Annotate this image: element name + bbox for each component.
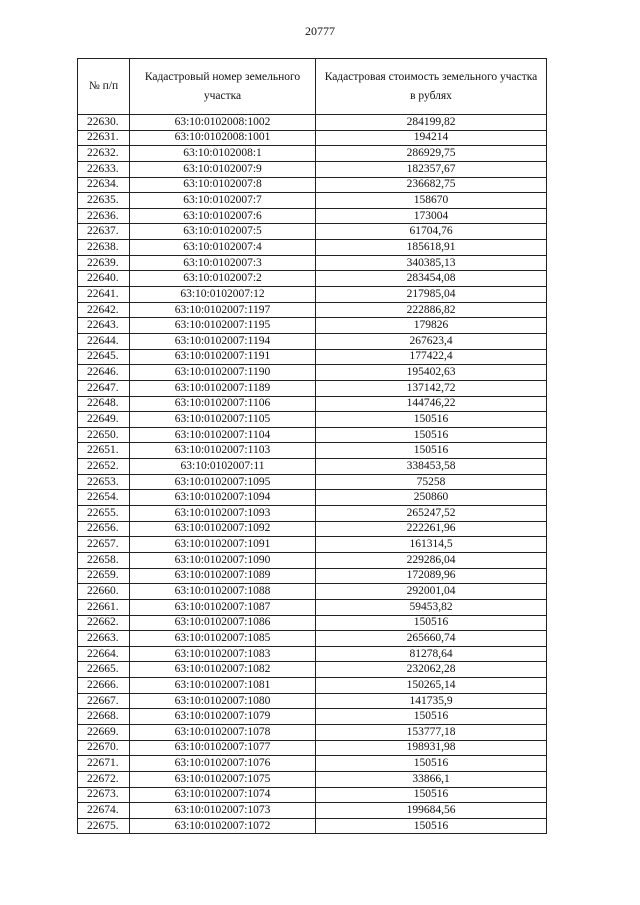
row-number-cell: 22636.: [78, 208, 130, 224]
cadastral-value-cell: 150516: [316, 756, 547, 772]
cadastral-value-cell: 150516: [316, 615, 547, 631]
row-number-cell: 22643.: [78, 318, 130, 334]
table-row: [78, 771, 547, 787]
cadastral-value-cell: 182357,67: [316, 161, 547, 177]
table-row: [78, 646, 547, 662]
table-row: [78, 412, 547, 428]
table-row: [78, 193, 547, 209]
cadastral-value-cell: 338453,58: [316, 459, 547, 475]
row-number-cell: 22664.: [78, 646, 130, 662]
cadastral-number-cell: 63:10:0102007:1081: [130, 678, 316, 694]
row-number-cell: 22657.: [78, 537, 130, 553]
cadastral-value-cell: 292001,04: [316, 584, 547, 600]
row-number-cell: 22640.: [78, 271, 130, 287]
cadastral-value-cell: 179826: [316, 318, 547, 334]
cadastral-number-cell: 63:10:0102007:1091: [130, 537, 316, 553]
row-number-cell: 22648.: [78, 396, 130, 412]
cadastral-value-cell: 236682,75: [316, 177, 547, 193]
row-number-cell: 22635.: [78, 193, 130, 209]
cadastral-value-cell: 150516: [316, 443, 547, 459]
row-number-cell: 22674.: [78, 803, 130, 819]
cadastral-value-cell: 217985,04: [316, 287, 547, 303]
cadastral-number-cell: 63:10:0102007:1072: [130, 818, 316, 834]
cadastral-value-cell: 283454,08: [316, 271, 547, 287]
table-row: [78, 443, 547, 459]
cadastral-number-cell: 63:10:0102008:1002: [130, 115, 316, 131]
cadastral-value-cell: 284199,82: [316, 115, 547, 131]
cadastral-number-cell: 63:10:0102007:1195: [130, 318, 316, 334]
cadastral-value-cell: 144746,22: [316, 396, 547, 412]
row-number-cell: 22634.: [78, 177, 130, 193]
table-row: [78, 146, 547, 162]
cadastral-number-cell: 63:10:0102007:1095: [130, 474, 316, 490]
table-row: [78, 537, 547, 553]
cadastral-number-cell: 63:10:0102007:9: [130, 161, 316, 177]
cadastral-value-cell: 194214: [316, 130, 547, 146]
table-row: [78, 490, 547, 506]
cadastral-number-cell: 63:10:0102007:1083: [130, 646, 316, 662]
row-number-cell: 22642.: [78, 302, 130, 318]
row-number-cell: 22668.: [78, 709, 130, 725]
cadastral-value-cell: 198931,98: [316, 740, 547, 756]
cadastral-number-cell: 63:10:0102007:7: [130, 193, 316, 209]
table-row: [78, 287, 547, 303]
row-number-cell: 22647.: [78, 380, 130, 396]
cadastral-number-cell: 63:10:0102007:1078: [130, 724, 316, 740]
row-number-cell: 22631.: [78, 130, 130, 146]
row-number-cell: 22653.: [78, 474, 130, 490]
cadastral-number-cell: 63:10:0102007:1189: [130, 380, 316, 396]
table-row: [78, 506, 547, 522]
cadastral-value-cell: 153777,18: [316, 724, 547, 740]
table-row: [78, 521, 547, 537]
table-row: [78, 333, 547, 349]
row-number-cell: 22667.: [78, 693, 130, 709]
table-row: [78, 740, 547, 756]
cadastral-number-cell: 63:10:0102007:3: [130, 255, 316, 271]
table-row: [78, 427, 547, 443]
cadastral-value-cell: 172089,96: [316, 568, 547, 584]
row-number-cell: 22663.: [78, 631, 130, 647]
cadastral-value-cell: 150516: [316, 412, 547, 428]
cadastral-value-cell: 75258: [316, 474, 547, 490]
header-row: [78, 59, 547, 115]
row-number-cell: 22649.: [78, 412, 130, 428]
cadastral-value-cell: 286929,75: [316, 146, 547, 162]
table-row: [78, 365, 547, 381]
row-number-cell: 22660.: [78, 584, 130, 600]
cadastral-number-cell: 63:10:0102007:12: [130, 287, 316, 303]
cadastral-value-cell: 150516: [316, 709, 547, 725]
cadastral-number-cell: 63:10:0102007:1194: [130, 333, 316, 349]
row-number-cell: 22673.: [78, 787, 130, 803]
row-number-cell: 22644.: [78, 333, 130, 349]
table-row: [78, 693, 547, 709]
cadastral-value-cell: 232062,28: [316, 662, 547, 678]
table-row: [78, 615, 547, 631]
cadastral-number-cell: 63:10:0102007:1090: [130, 552, 316, 568]
cadastral-value-cell: 222261,96: [316, 521, 547, 537]
table-row: [78, 224, 547, 240]
table-row: [78, 474, 547, 490]
cadastral-value-cell: 59453,82: [316, 599, 547, 615]
row-number-cell: 22670.: [78, 740, 130, 756]
cadastral-number-cell: 63:10:0102007:6: [130, 208, 316, 224]
cadastral-number-cell: 63:10:0102007:1087: [130, 599, 316, 615]
table-row: [78, 818, 547, 834]
row-number-cell: 22633.: [78, 161, 130, 177]
cadastral-number-cell: 63:10:0102007:1106: [130, 396, 316, 412]
table-header: [78, 59, 547, 115]
cadastral-number-cell: 63:10:0102007:1103: [130, 443, 316, 459]
row-number-cell: 22666.: [78, 678, 130, 694]
cadastral-number-cell: 63:10:0102007:5: [130, 224, 316, 240]
cadastral-value-cell: 33866,1: [316, 771, 547, 787]
cadastral-number-cell: 63:10:0102007:1076: [130, 756, 316, 772]
cadastral-value-cell: 340385,13: [316, 255, 547, 271]
cadastral-number-cell: 63:10:0102007:1089: [130, 568, 316, 584]
table-row: [78, 271, 547, 287]
row-number-cell: 22645.: [78, 349, 130, 365]
cadastral-value-cell: 150516: [316, 818, 547, 834]
table-row: [78, 787, 547, 803]
cadastral-number-cell: 63:10:0102007:4: [130, 240, 316, 256]
row-number-cell: 22641.: [78, 287, 130, 303]
cadastral-value-cell: 265247,52: [316, 506, 547, 522]
cadastral-number-cell: 63:10:0102007:1073: [130, 803, 316, 819]
row-number-cell: 22669.: [78, 724, 130, 740]
row-number-cell: 22675.: [78, 818, 130, 834]
cadastral-number-cell: 63:10:0102007:1085: [130, 631, 316, 647]
table-row: [78, 803, 547, 819]
cadastral-value-cell: 229286,04: [316, 552, 547, 568]
row-number-cell: 22650.: [78, 427, 130, 443]
cadastral-number-cell: 63:10:0102007:1077: [130, 740, 316, 756]
cadastral-value-cell: 137142,72: [316, 380, 547, 396]
table-row: [78, 177, 547, 193]
table-row: [78, 396, 547, 412]
cadastral-number-cell: 63:10:0102007:1191: [130, 349, 316, 365]
table-row: [78, 631, 547, 647]
page-number: 20777: [305, 24, 335, 38]
row-number-cell: 22646.: [78, 365, 130, 381]
row-number-cell: 22655.: [78, 506, 130, 522]
cadastral-number-cell: 63:10:0102007:1086: [130, 615, 316, 631]
cadastral-value-cell: 61704,76: [316, 224, 547, 240]
table-row: [78, 115, 547, 131]
cadastral-value-cell: 177422,4: [316, 349, 547, 365]
table-row: [78, 459, 547, 475]
table-body: [78, 115, 547, 834]
table-row: [78, 161, 547, 177]
cadastral-number-cell: 63:10:0102008:1: [130, 146, 316, 162]
cadastral-number-cell: 63:10:0102007:1094: [130, 490, 316, 506]
cadastral-value-cell: 250860: [316, 490, 547, 506]
row-number-cell: 22637.: [78, 224, 130, 240]
cadastral-number-cell: 63:10:0102007:1092: [130, 521, 316, 537]
cadastral-value-cell: 195402,63: [316, 365, 547, 381]
cadastral-number-cell: 63:10:0102007:1088: [130, 584, 316, 600]
cadastral-value-cell: 185618,91: [316, 240, 547, 256]
row-number-cell: 22665.: [78, 662, 130, 678]
cadastral-number-cell: 63:10:0102007:8: [130, 177, 316, 193]
row-number-cell: 22659.: [78, 568, 130, 584]
table-row: [78, 380, 547, 396]
row-number-cell: 22652.: [78, 459, 130, 475]
cadastral-number-cell: 63:10:0102007:1074: [130, 787, 316, 803]
table-row: [78, 709, 547, 725]
cadastral-value-cell: 173004: [316, 208, 547, 224]
table-row: [78, 255, 547, 271]
table-row: [78, 756, 547, 772]
table-row: [78, 568, 547, 584]
table-row: [78, 584, 547, 600]
cadastral-number-cell: 63:10:0102007:1080: [130, 693, 316, 709]
row-number-cell: 22651.: [78, 443, 130, 459]
cadastral-number-cell: 63:10:0102007:11: [130, 459, 316, 475]
cadastral-value-cell: 150516: [316, 427, 547, 443]
cadastral-number-cell: 63:10:0102007:1104: [130, 427, 316, 443]
row-number-cell: 22656.: [78, 521, 130, 537]
table-row: [78, 240, 547, 256]
cadastral-number-cell: 63:10:0102007:1082: [130, 662, 316, 678]
row-number-cell: 22662.: [78, 615, 130, 631]
cadastral-value-cell: 141735,9: [316, 693, 547, 709]
cadastral-value-cell: 265660,74: [316, 631, 547, 647]
row-number-cell: 22672.: [78, 771, 130, 787]
row-number-cell: 22658.: [78, 552, 130, 568]
header-cadastral-number: Кадастровый номер земельного участка: [130, 59, 316, 115]
cadastral-number-cell: 63:10:0102007:1079: [130, 709, 316, 725]
table-row: [78, 318, 547, 334]
cadastral-value-cell: 81278,64: [316, 646, 547, 662]
table-row: [78, 599, 547, 615]
cadastral-value-cell: 199684,56: [316, 803, 547, 819]
table-row: [78, 724, 547, 740]
table-row: [78, 302, 547, 318]
table-row: [78, 130, 547, 146]
cadastral-number-cell: 63:10:0102007:2: [130, 271, 316, 287]
table-row: [78, 678, 547, 694]
row-number-cell: 22661.: [78, 599, 130, 615]
row-number-cell: 22654.: [78, 490, 130, 506]
cadastral-value-cell: 267623,4: [316, 333, 547, 349]
cadastral-number-cell: 63:10:0102007:1093: [130, 506, 316, 522]
cadastral-number-cell: 63:10:0102008:1001: [130, 130, 316, 146]
cadastral-value-cell: 161314,5: [316, 537, 547, 553]
row-number-cell: 22630.: [78, 115, 130, 131]
cadastral-number-cell: 63:10:0102007:1197: [130, 302, 316, 318]
table-row: [78, 552, 547, 568]
table-row: [78, 662, 547, 678]
header-row-number: № п/п: [78, 59, 130, 115]
cadastral-number-cell: 63:10:0102007:1190: [130, 365, 316, 381]
row-number-cell: 22638.: [78, 240, 130, 256]
cadastral-value-table: [77, 58, 547, 834]
cadastral-value-cell: 158670: [316, 193, 547, 209]
table-row: [78, 208, 547, 224]
cadastral-number-cell: 63:10:0102007:1075: [130, 771, 316, 787]
header-cadastral-value: Кадастровая стоимость земельного участка в рублях: [316, 59, 547, 115]
cadastral-number-cell: 63:10:0102007:1105: [130, 412, 316, 428]
row-number-cell: 22639.: [78, 255, 130, 271]
cadastral-value-cell: 222886,82: [316, 302, 547, 318]
row-number-cell: 22632.: [78, 146, 130, 162]
cadastral-value-cell: 150516: [316, 787, 547, 803]
cadastral-value-cell: 150265,14: [316, 678, 547, 694]
table-row: [78, 349, 547, 365]
row-number-cell: 22671.: [78, 756, 130, 772]
